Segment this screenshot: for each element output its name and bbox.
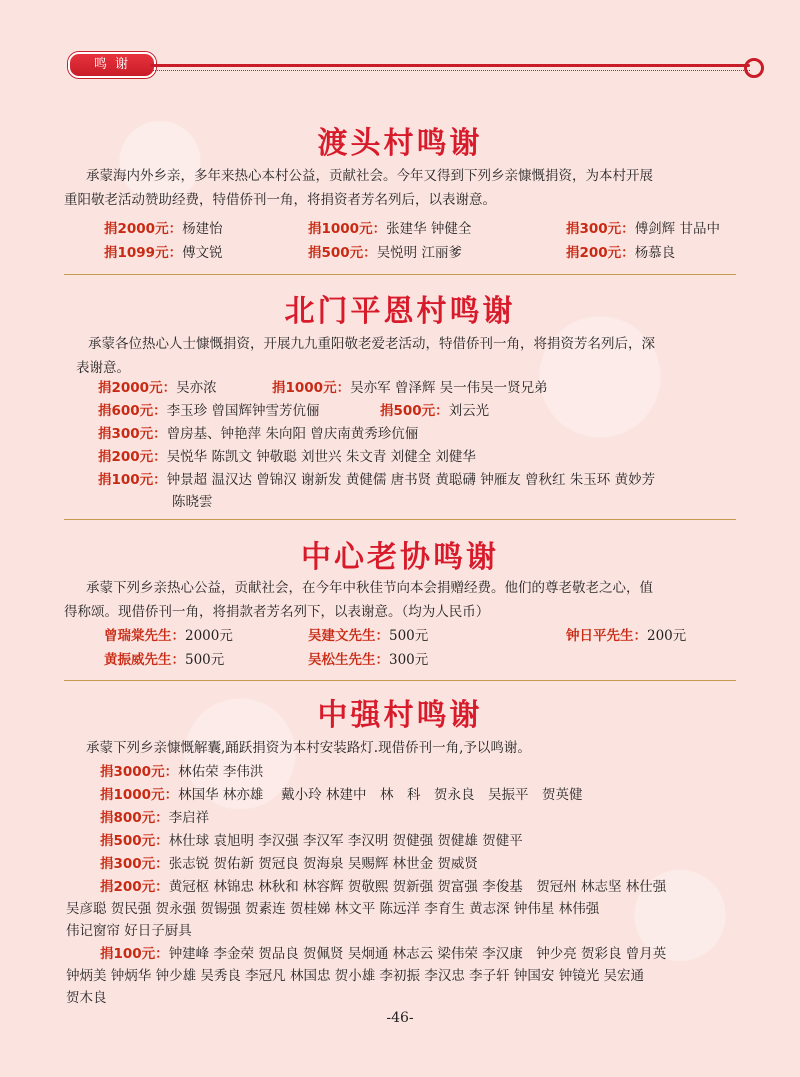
donor-row bbox=[98, 377, 217, 399]
donor-row bbox=[566, 242, 675, 264]
donor-row bbox=[100, 784, 582, 806]
intro-line: 承蒙下列乡亲热心公益，贡献社会，在今年中秋佳节向本会捐赠经费。他们的尊老敬老之心，值 bbox=[86, 580, 653, 596]
donor-row bbox=[100, 830, 523, 852]
donor-row bbox=[98, 469, 655, 491]
donor-row bbox=[308, 242, 462, 264]
donor-names: 吴亦军 曾泽辉 吴一伟吴一贤兄弟 bbox=[350, 380, 548, 396]
amount-label: 捐200元： bbox=[98, 449, 167, 465]
donor-names: 杨慕良 bbox=[634, 245, 676, 261]
donor-row bbox=[104, 218, 223, 240]
donor-row bbox=[104, 649, 224, 671]
donor-names: 钟建峰 李金荣 贺品良 贺佩贤 吴炯通 林志云 梁伟荣 李汉康 钟少亮 贺彩良 曾月英 bbox=[168, 946, 667, 962]
donor-row-continued: 吴彦聪 贺民强 贺永强 贺锡强 贺素连 贺桂娣 林文平 陈远洋 李育生 黄志深 钟伟星 林伟强 bbox=[66, 901, 600, 917]
donor-row bbox=[100, 943, 666, 965]
section-title-zhongxin: 中心老协鸣谢 bbox=[301, 540, 499, 575]
donor-names: 刘云光 bbox=[448, 403, 490, 419]
header-ring bbox=[744, 58, 764, 78]
donation-amount: 300元 bbox=[389, 652, 429, 668]
amount-label: 捐1000元： bbox=[100, 787, 179, 803]
section-title-dutou: 渡头村鸣谢 bbox=[317, 126, 483, 161]
amount-label: 捐100元： bbox=[98, 472, 167, 488]
donor-names: 林国华 林亦雄 戴小玲 林建中 林 科 贺永良 吴振平 贺英健 bbox=[178, 787, 583, 803]
donor-names: 黄冠枢 林锦忠 林秋和 林容辉 贺敬熙 贺新强 贺富强 李俊基 贺冠州 林志坚 林仕强 bbox=[168, 879, 667, 895]
amount-label: 捐300元： bbox=[100, 856, 169, 872]
header-dotted-line bbox=[150, 70, 750, 71]
donor-row bbox=[308, 218, 471, 240]
donation-amount: 500元 bbox=[389, 628, 429, 644]
donor-row bbox=[98, 423, 418, 445]
intro-line: 承蒙海内外乡亲，多年来热心本村公益，贡献社会。今年又得到下列乡亲慷慨捐资，为本村开展 bbox=[86, 168, 653, 184]
donor-row bbox=[566, 218, 720, 240]
donor-names: 张志锐 贺佑新 贺冠良 贺海泉 吴赐辉 林世金 贺威贤 bbox=[168, 856, 478, 872]
donation-amount: 500元 bbox=[185, 652, 225, 668]
donor-names: 张建华 钟健全 bbox=[386, 221, 472, 237]
section-divider bbox=[64, 680, 736, 681]
donor-names: 李启祥 bbox=[168, 810, 210, 826]
amount-label: 捐100元： bbox=[100, 946, 169, 962]
amount-label: 捐1000元： bbox=[272, 380, 351, 396]
donor-row bbox=[308, 649, 428, 671]
amount-label: 捐200元： bbox=[100, 879, 169, 895]
amount-label: 捐500元： bbox=[308, 245, 377, 261]
donor-name: 吴松生先生： bbox=[308, 652, 389, 668]
donor-row bbox=[272, 377, 548, 399]
intro-line: 重阳敬老活动赞助经费，特借侨刊一角，将捐资者芳名列后，以表谢意。 bbox=[64, 192, 496, 208]
donor-names: 林佑荣 李伟洪 bbox=[178, 764, 264, 780]
donor-row bbox=[566, 625, 686, 647]
amount-label: 捐300元： bbox=[566, 221, 635, 237]
donor-names: 傅剑辉 甘品中 bbox=[634, 221, 720, 237]
donor-row bbox=[100, 876, 666, 898]
page-number: -46- bbox=[386, 1010, 414, 1026]
amount-label: 捐2000元： bbox=[98, 380, 177, 396]
intro-line: 表谢意。 bbox=[76, 360, 130, 376]
donor-row bbox=[100, 807, 209, 829]
amount-label: 捐200元： bbox=[566, 245, 635, 261]
intro-line: 得称颂。现借侨刊一角，将捐款者芳名列下，以表谢意。（均为人民币） bbox=[64, 604, 490, 620]
donor-name: 吴建文先生： bbox=[308, 628, 389, 644]
donor-row bbox=[98, 446, 476, 468]
section-title-beimen: 北门平恩村鸣谢 bbox=[284, 294, 516, 329]
header-tab bbox=[68, 52, 156, 78]
amount-label: 捐600元： bbox=[98, 403, 167, 419]
intro-line: 承蒙各位热心人士慷慨捐资，开展九九重阳敬老爱老活动，特借侨刊一角，将捐资芳名列后，深 bbox=[88, 336, 655, 352]
donor-row bbox=[98, 400, 319, 422]
donor-names: 钟景超 温汉达 曾锦汉 谢新发 黄健儒 唐书贤 黄聪礴 钟雁友 曾秋红 朱玉环 黄妙芳 bbox=[166, 472, 656, 488]
donor-row-continued: 陈晓雲 bbox=[172, 494, 213, 510]
amount-label: 捐500元： bbox=[100, 833, 169, 849]
amount-label: 捐500元： bbox=[380, 403, 449, 419]
donor-row bbox=[380, 400, 489, 422]
page-header bbox=[0, 0, 800, 80]
donor-names: 吴亦浓 bbox=[176, 380, 217, 396]
donor-row bbox=[100, 761, 263, 783]
donor-names: 吴悦华 陈凯文 钟敬聪 刘世兴 朱文青 刘健全 刘健华 bbox=[166, 449, 476, 465]
section-divider bbox=[64, 274, 736, 275]
donor-row bbox=[104, 625, 233, 647]
header-tab-label: 鸣 谢 bbox=[93, 57, 131, 72]
section-intro bbox=[64, 576, 653, 624]
donor-row bbox=[100, 853, 478, 875]
donation-amount: 2000元 bbox=[185, 628, 233, 644]
amount-label: 捐800元： bbox=[100, 810, 169, 826]
donor-names: 李玉珍 曾国辉钟雪芳伉俪 bbox=[166, 403, 320, 419]
donor-row bbox=[104, 242, 223, 264]
section-intro bbox=[76, 332, 655, 380]
amount-label: 捐3000元： bbox=[100, 764, 179, 780]
donor-name: 曾瑞棠先生： bbox=[104, 628, 185, 644]
amount-label: 捐1099元： bbox=[104, 245, 183, 261]
donor-names: 林仕球 袁旭明 李汉强 李汉军 李汉明 贺健强 贺健雄 贺健平 bbox=[168, 833, 523, 849]
donor-names: 傅文锐 bbox=[182, 245, 223, 261]
donor-names: 杨建怡 bbox=[182, 221, 223, 237]
section-title-zhongqiang: 中强村鸣谢 bbox=[317, 698, 483, 733]
donor-row-continued: 伟记窗帘 好日子厨具 bbox=[66, 923, 192, 939]
donor-names: 吴悦明 江丽爹 bbox=[376, 245, 462, 261]
donor-row-continued: 钟炳美 钟炳华 钟少雄 吴秀良 李冠凡 林国忠 贺小雄 李初振 李汉忠 李子轩 钟国安 钟镜光 吴宏通 bbox=[66, 968, 644, 984]
header-line bbox=[150, 64, 750, 67]
donor-row bbox=[308, 625, 428, 647]
donor-names: 曾房基、钟艳萍 朱向阳 曾庆南黄秀珍伉俪 bbox=[166, 426, 419, 442]
donor-name: 钟日平先生： bbox=[566, 628, 647, 644]
donation-amount: 200元 bbox=[647, 628, 687, 644]
amount-label: 捐1000元： bbox=[308, 221, 387, 237]
amount-label: 捐2000元： bbox=[104, 221, 183, 237]
section-intro bbox=[64, 164, 653, 212]
donor-name: 黄振威先生： bbox=[104, 652, 185, 668]
section-divider bbox=[64, 519, 736, 520]
section-intro: 承蒙下列乡亲慷慨解囊,踊跃捐资为本村安装路灯.现借侨刊一角,予以鸣谢。 bbox=[86, 740, 531, 756]
amount-label: 捐300元： bbox=[98, 426, 167, 442]
donor-row-continued: 贺木良 bbox=[66, 990, 107, 1006]
